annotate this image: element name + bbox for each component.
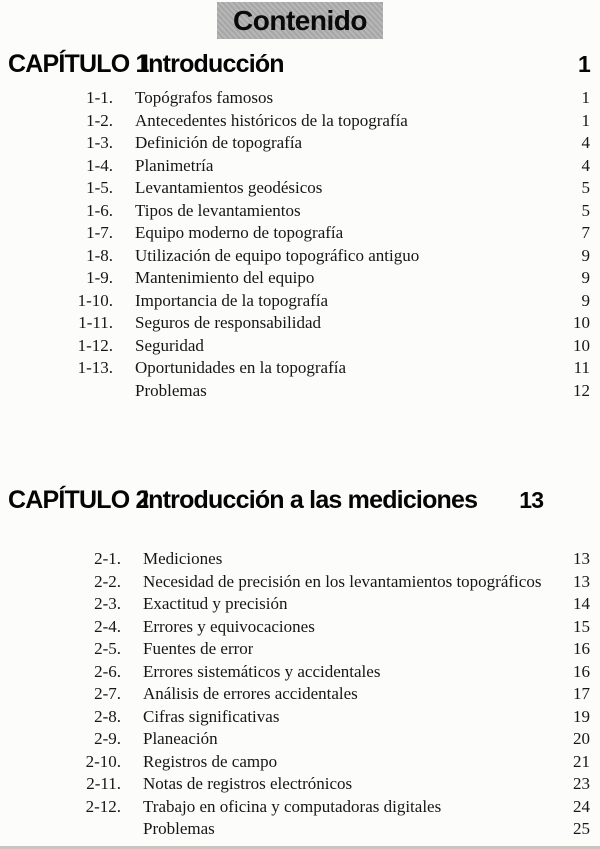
entry-title: Equipo moderno de topografía (135, 223, 344, 242)
toc-entry (66, 728, 590, 751)
toc-entry (66, 571, 590, 594)
toc-entry (58, 200, 590, 223)
toc-entry (58, 245, 590, 268)
toc-entry (58, 155, 590, 178)
entry-number: 2-5. (94, 639, 121, 658)
chapter-title: Introducción a las mediciones (142, 486, 478, 514)
entry-number: 1-7. (86, 223, 113, 242)
entry-title: Problemas (135, 380, 207, 400)
chapter-1-heading (8, 48, 590, 80)
entry-title: Trabajo en oficina y computadoras digitales (143, 796, 442, 816)
entry-number: 2-4. (94, 616, 121, 636)
entry-title: Importancia de la topografía (135, 290, 329, 310)
entry-number: 2-10. (85, 751, 121, 771)
toc-entry (58, 87, 590, 110)
toc-entry (66, 751, 590, 774)
entry-page-number: 1 (581, 88, 590, 107)
entry-number: 2-12. (85, 796, 121, 816)
chapter-1-entries (58, 87, 590, 402)
entry-page-number: 21 (573, 751, 590, 771)
toc-entry (66, 773, 590, 796)
entry-number: 2-11. (86, 774, 121, 793)
entry-number: 1-4. (86, 155, 113, 175)
entry-number: 1-12. (77, 335, 113, 355)
entry-page-number: 25 (573, 819, 590, 838)
entry-title: Utilización de equipo topográfico antiguo (135, 245, 420, 265)
page-title: Contenido (217, 2, 383, 39)
toc-entry (58, 357, 590, 380)
entry-number: 2-8. (94, 706, 121, 726)
entry-page-number: 19 (573, 706, 590, 726)
entry-page-number: 24 (573, 796, 590, 816)
entry-title: Errores y equivocaciones (143, 616, 315, 636)
toc-entry (58, 380, 590, 403)
toc-entry (66, 638, 590, 661)
chapter-2-section (8, 484, 590, 841)
toc-entry (66, 706, 590, 729)
entry-title: Cifras significativas (143, 706, 280, 726)
entry-number: 2-6. (94, 661, 121, 681)
entry-page-number: 15 (573, 616, 590, 636)
chapter-page-number: 1 (578, 51, 590, 77)
entry-page-number: 12 (573, 380, 590, 400)
entry-title: Mediciones (143, 549, 223, 568)
entry-page-number: 9 (581, 290, 590, 310)
entry-title: Planeación (143, 729, 218, 748)
entry-title: Problemas (143, 819, 215, 838)
entry-page-number: 5 (581, 200, 590, 220)
chapter-label: CAPÍTULO 2 (8, 486, 149, 514)
entry-page-number: 10 (573, 335, 590, 355)
toc-entry (66, 818, 590, 841)
chapter-1-section (8, 48, 590, 402)
entry-number: 2-1. (94, 549, 121, 568)
entry-title: Seguros de responsabilidad (135, 313, 322, 332)
entry-title: Definición de topografía (135, 133, 303, 152)
entry-page-number: 20 (573, 729, 590, 748)
entry-number: 1-3. (86, 133, 113, 152)
toc-entry (58, 110, 590, 133)
toc-entry (58, 312, 590, 335)
entry-title: Planimetría (135, 155, 214, 175)
entry-page-number: 7 (581, 223, 590, 242)
chapter-label: CAPÍTULO 1 (8, 50, 149, 78)
entry-number: 1-1. (86, 88, 113, 107)
toc-entry (66, 683, 590, 706)
entry-page-number: 11 (573, 358, 590, 377)
entry-number: 1-8. (86, 245, 113, 265)
entry-title: Notas de registros electrónicos (143, 774, 353, 793)
toc-entry (58, 222, 590, 245)
toc-entry (58, 267, 590, 290)
chapter-2-heading (8, 484, 590, 516)
entry-title: Topógrafos famosos (135, 88, 274, 107)
toc-entry (66, 616, 590, 639)
entry-title: Exactitud y precisión (143, 594, 288, 613)
entry-title: Análisis de errores accidentales (143, 684, 358, 703)
toc-entry (66, 548, 590, 571)
entry-title: Levantamientos geodésicos (135, 178, 323, 197)
entry-number: 1-13. (77, 358, 113, 377)
entry-number: 1-9. (86, 268, 113, 287)
entry-page-number: 9 (581, 268, 590, 287)
entry-page-number: 4 (581, 133, 590, 152)
entry-page-number: 10 (573, 313, 590, 332)
entry-title: Oportunidades en la topografía (135, 358, 347, 377)
entry-page-number: 9 (581, 245, 590, 265)
entry-title: Tipos de levantamientos (135, 200, 301, 220)
entry-title: Registros de campo (143, 751, 278, 771)
toc-entry (58, 177, 590, 200)
entry-number: 1-5. (86, 178, 113, 197)
entry-page-number: 13 (573, 571, 590, 591)
toc-entry (66, 661, 590, 684)
chapter-2-entries (66, 548, 590, 841)
toc-entry (66, 796, 590, 819)
entry-number: 2-3. (94, 594, 121, 613)
entry-number: 2-7. (94, 684, 121, 703)
entry-number: 2-9. (94, 729, 121, 748)
entry-page-number: 5 (581, 178, 590, 197)
entry-page-number: 14 (573, 594, 590, 613)
entry-page-number: 16 (573, 639, 590, 658)
entry-title: Necesidad de precisión en los levantamientos topográficos (143, 571, 542, 591)
entry-page-number: 13 (573, 549, 590, 568)
entry-number: 2-2. (94, 571, 121, 591)
entry-number: 1-11. (78, 313, 113, 332)
entry-page-number: 16 (573, 661, 590, 681)
entry-number: 1-10. (77, 290, 113, 310)
toc-entry (58, 335, 590, 358)
entry-title: Errores sistemáticos y accidentales (143, 661, 381, 681)
entry-page-number: 17 (573, 684, 590, 703)
entry-page-number: 23 (573, 774, 590, 793)
entry-page-number: 4 (581, 155, 590, 175)
page-title-wrap (0, 2, 600, 39)
entry-title: Seguridad (135, 335, 204, 355)
entry-number: 1-6. (86, 200, 113, 220)
entry-number: 1-2. (86, 110, 113, 130)
toc-entry (66, 593, 590, 616)
toc-entry (58, 290, 590, 313)
toc-entry (58, 132, 590, 155)
chapter-title: Introducción (142, 50, 284, 78)
entry-title: Antecedentes históricos de la topografía (135, 110, 408, 130)
chapter-page-number: 13 (519, 487, 544, 513)
entry-page-number: 1 (581, 110, 590, 130)
entry-title: Mantenimiento del equipo (135, 268, 315, 287)
entry-title: Fuentes de error (143, 639, 254, 658)
